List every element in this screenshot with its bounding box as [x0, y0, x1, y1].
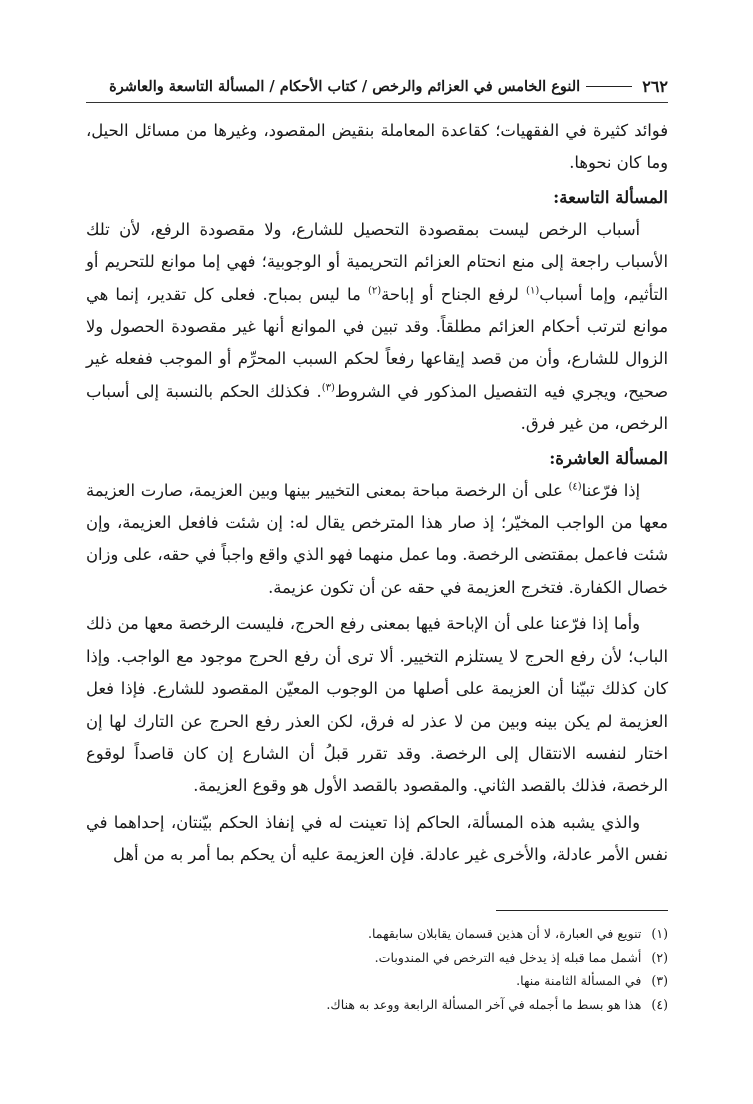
s10-text-a: إذا فرّعنا [581, 480, 641, 500]
book-page [86, 72, 668, 1032]
footnote-text: أشمل مما قبله إذ يدخل فيه الترخص في المندوبات. [374, 949, 642, 965]
s10-text-b: على أن الرخصة مباحة بمعنى التخيير بينها وبين العزيمة، صارت العزيمة معها من الواجب المخيّر؛ إذ صار هذا المترخص يقال له: إن شئت فافعل العزيمة، وإن شئت فاعمل بمقتضى الرخصة. وما عمل منهما فهو الذي واقع واجباً في حقه، على وزان خصال الكفارة. فتخرج العزيمة في حقه عن أن تكون عزيمة. [86, 480, 668, 597]
footnote-number: (٢) [651, 949, 668, 965]
footnote-separator [496, 910, 668, 911]
footnote-text: هذا هو بسط ما أجمله في آخر المسألة الرابعة ووعد به هناك. [326, 996, 642, 1012]
s9-text-b: لرفع الجناح أو إباحة [381, 284, 527, 304]
page-number: ٢٦٢ [642, 76, 668, 96]
section-10-paragraph-1 [86, 475, 668, 605]
footnote-item [86, 946, 668, 970]
footnote-ref-1[interactable]: (١) [526, 285, 540, 297]
page-header [86, 72, 668, 103]
s9-text-d: . فكذلك الحكم بالنسبة إلى أسباب الرخص، من غير فرق. [86, 381, 668, 434]
footnote-item [86, 993, 668, 1017]
section-10-paragraph-2: وأما إذا فرّعنا على أن الإباحة فيها بمعنى رفع الحرج، فليست الرخصة معها من ذلك الباب؛ لأن رفع الحرج لا يستلزم التخيير. ألا ترى أن رفع الحرج موجود مع الواجب. وإذا كان كذلك تبيّنا أن العزيمة على أصلها من الوجوب المعيّن المقصود للشارع. فإذا فعل العزيمة لم يكن بينه وبين من لا عذر له فرق، لكن العذر رفع الحرج عن التارك لها إن اختار لنفسه الانتقال إلى الرخصة. وقد تقرر قبلُ أن الشارع إن كان قاصداً لوقوع الرخصة، فذلك بالقصد الثاني. والمقصود بالقصد الأول هو وقوع العزيمة. [86, 614, 668, 796]
footnote-ref-2[interactable]: (٢) [367, 285, 382, 297]
s9-text-a: أسباب الرخص ليست بمقصودة التحصيل للشارع، ولا مقصودة الرفع، لأن تلك الأسباب راجعة إلى منع انحتام العزائم التحريمية أو الوجوبية؛ فهي إما موانع للتحريم أو التأثيم، وإما أسباب [86, 219, 668, 304]
footnote-number: (١) [651, 926, 668, 941]
s9-text-c: ما ليس بمباح. فعلى كل تقدير، إنما هي موانع لترتب أحكام العزائم مطلقاً. وقد تبين في الموانع أنها غير مقصودة الحصول ولا الزوال للشارع، وأن من قصد إيقاعها رفعاً لحكم السبب المحرِّم أو الموجب ففعله غير صحيح، ويجري فيه التفصيل المذكور في الشروط [86, 284, 668, 401]
footnote-item [86, 922, 668, 946]
footnote-ref-3[interactable]: (٣) [321, 382, 335, 394]
footnote-ref-4[interactable]: (٤) [568, 481, 582, 493]
intro-paragraph: فوائد كثيرة في الفقهيات؛ كقاعدة المعاملة بنقيض المقصود، وغيرها من مسائل الحيل، وما كان نحوها. [86, 121, 668, 173]
footnotes [86, 922, 668, 1016]
page-body [86, 115, 668, 872]
footnote-text: في المسألة الثامنة منها. [516, 973, 642, 988]
header-dash [586, 86, 632, 87]
section-10-paragraph-3: والذي يشبه هذه المسألة، الحاكم إذا تعينت له في إنفاذ الحكم بيّنتان، إحداهما في نفس الأمر عادلة، والأخرى غير عادلة. فإن العزيمة عليه أن يحكم بما أمر به من أهل [86, 812, 668, 865]
section-9-paragraph [86, 214, 668, 441]
footnote-text: تنويع في العبارة، لا أن هذين قسمان يقابلان سابقهما. [367, 926, 642, 941]
section-10-title: المسألة العاشرة: [549, 448, 668, 468]
footnote-number: (٣) [651, 973, 668, 988]
running-title: النوع الخامس في العزائم والرخص / كتاب الأحكام / المسألة التاسعة والعاشرة [109, 77, 581, 95]
section-9-title: المسألة التاسعة: [553, 187, 668, 207]
footnote-item [86, 969, 668, 993]
footnote-number: (٤) [651, 996, 668, 1012]
